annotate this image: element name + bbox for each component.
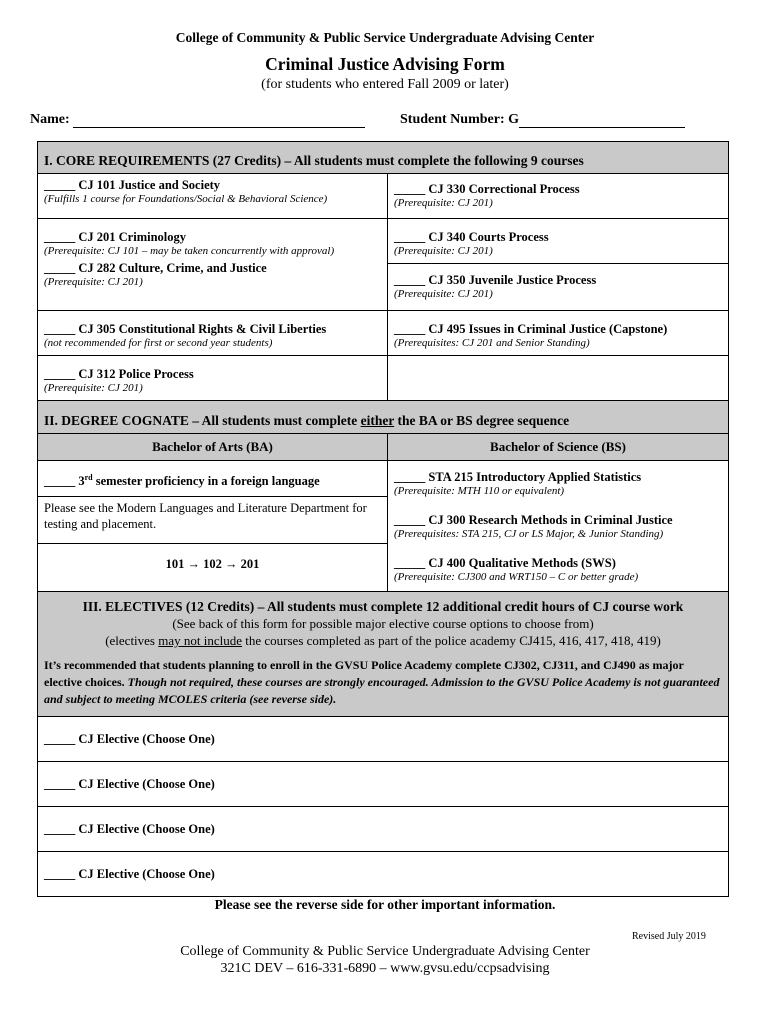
course-cj495 bbox=[388, 311, 728, 355]
ba-item-sup: rd bbox=[84, 473, 93, 482]
core-section-header bbox=[38, 142, 728, 173]
electives-section-header bbox=[38, 591, 728, 716]
course-note: (Prerequisite: CJ 201) bbox=[44, 382, 143, 394]
courses-cj201-cj282 bbox=[38, 219, 388, 310]
course-label: _____ CJ 400 Qualitative Methods (SWS) bbox=[394, 556, 616, 570]
core-row-4 bbox=[38, 355, 728, 400]
cognate-title-part: II. DEGREE COGNATE – All students must complete bbox=[44, 413, 361, 428]
course-cj312 bbox=[38, 356, 388, 400]
course-label: _____ CJ 495 Issues in Criminal Justice (Capstone) bbox=[394, 322, 668, 336]
course-note: (Prerequisites: CJ 201 and Senior Standing) bbox=[394, 337, 590, 349]
ba-testing-note: Please see the Modern Languages and Literature Department for testing and placement. bbox=[38, 497, 387, 544]
student-number-input-line[interactable] bbox=[519, 113, 685, 128]
cognate-title-part: the BA or BS degree sequence bbox=[394, 413, 570, 428]
course-note: (Prerequisite: CJ 201) bbox=[394, 197, 493, 209]
revised-date: Revised July 2019 bbox=[632, 931, 706, 942]
course-note: (Prerequisite: CJ 201) bbox=[44, 276, 143, 288]
course-cj305 bbox=[38, 311, 388, 355]
electives-see-back: (See back of this form for possible major elective course options to choose from) bbox=[172, 616, 594, 631]
footer-center-name: College of Community & Public Service Undergraduate Advising Center bbox=[180, 944, 590, 959]
courses-cj340-cj350 bbox=[388, 219, 728, 310]
course-note: (Prerequisite: CJ 201) bbox=[394, 288, 493, 300]
cognate-section-header bbox=[38, 400, 728, 433]
course-label: _____ CJ 312 Police Process bbox=[44, 367, 194, 381]
footer-contact: 321C DEV – 616-331-6890 – www.gvsu.edu/ccpsadvising bbox=[220, 961, 550, 976]
course-label: _____ CJ 305 Constitutional Rights & Civil Liberties bbox=[44, 322, 327, 336]
course-label: _____ STA 215 Introductory Applied Statistics bbox=[394, 470, 642, 484]
police-academy-note-italic: Though not required, these courses are strongly encouraged. Admission to the GVSU Police Academy is not guaranteed and subject to meeting MCOLES criteria (see reverse side). bbox=[44, 675, 720, 706]
cognate-title-either: either bbox=[360, 413, 395, 428]
course-cj282 bbox=[38, 261, 387, 289]
name-field bbox=[30, 112, 365, 128]
elective-row-1[interactable]: _____ CJ Elective (Choose One) bbox=[38, 716, 728, 761]
advising-form-table bbox=[37, 141, 729, 897]
elective-row-2[interactable]: _____ CJ Elective (Choose One) bbox=[38, 761, 728, 806]
electives-exclusion-part: the courses completed as part of the police academy CJ415, 416, 417, 418, 419) bbox=[242, 633, 661, 648]
core-row-2 bbox=[38, 218, 728, 310]
cognate-body bbox=[38, 460, 728, 591]
course-label: _____ CJ 282 Culture, Crime, and Justice bbox=[44, 261, 267, 275]
course-note: (Prerequisite: CJ 201) bbox=[394, 245, 493, 257]
course-label: _____ CJ 201 Criminology bbox=[44, 230, 187, 244]
name-label: Name: bbox=[30, 112, 70, 127]
empty-cell bbox=[388, 356, 728, 400]
ba-item-text: _____ 3 bbox=[44, 474, 85, 489]
course-cj340 bbox=[388, 219, 728, 264]
course-label: _____ CJ 350 Juvenile Justice Process bbox=[394, 273, 597, 287]
police-academy-note bbox=[38, 649, 728, 714]
police-academy-note-bold: It’s recommended that students planning to enroll in the GVSU Police Academy complete CJ302, CJ311, and CJ490 as major elective choices. bbox=[44, 658, 684, 689]
elective-row-4[interactable]: _____ CJ Elective (Choose One) bbox=[38, 851, 728, 896]
electives-exclusion-part: (electives bbox=[105, 633, 159, 648]
name-input-line[interactable] bbox=[73, 113, 365, 128]
student-number-label: Student Number: G bbox=[400, 112, 520, 127]
core-row-3 bbox=[38, 310, 728, 355]
electives-exclusion bbox=[38, 632, 728, 649]
cognate-column-headers bbox=[38, 433, 728, 460]
ba-header: Bachelor of Arts (BA) bbox=[38, 434, 388, 460]
course-note: (Prerequisite: MTH 110 or equivalent) bbox=[394, 485, 565, 497]
ba-sequence: 101 → 102 → 201 bbox=[165, 557, 260, 571]
bs-cj400 bbox=[388, 541, 728, 584]
form-subtitle: (for students who entered Fall 2009 or later) bbox=[261, 77, 509, 92]
elective-row-3[interactable]: _____ CJ Elective (Choose One) bbox=[38, 806, 728, 851]
bs-column bbox=[388, 461, 728, 591]
header-center-name: College of Community & Public Service Undergraduate Advising Center bbox=[175, 30, 595, 45]
ba-language-item bbox=[38, 461, 387, 497]
ba-column bbox=[38, 461, 388, 591]
course-cj330 bbox=[388, 174, 728, 218]
electives-exclusion-underlined: may not include bbox=[158, 633, 243, 648]
course-label: _____ CJ 101 Justice and Society bbox=[44, 178, 221, 192]
core-row-1 bbox=[38, 173, 728, 218]
course-cj350 bbox=[388, 264, 728, 304]
course-note: (Prerequisite: CJ300 and WRT150 – C or better grade) bbox=[394, 571, 639, 583]
form-title: Criminal Justice Advising Form bbox=[265, 54, 505, 74]
course-note: (Prerequisite: CJ 101 – may be taken concurrently with approval) bbox=[44, 245, 335, 257]
bs-cj300 bbox=[388, 498, 728, 541]
bs-sta215 bbox=[388, 461, 728, 498]
core-section-title: I. CORE REQUIREMENTS (27 Credits) – All students must complete the following 9 courses bbox=[44, 153, 584, 168]
course-cj201 bbox=[38, 219, 387, 261]
course-cj101 bbox=[38, 174, 388, 218]
course-label: _____ CJ 300 Research Methods in Criminal Justice bbox=[394, 513, 673, 527]
course-label: _____ CJ 330 Correctional Process bbox=[394, 182, 580, 196]
electives-title: III. ELECTIVES (12 Credits) – All students must complete 12 additional credit hours of CJ course work bbox=[82, 599, 684, 614]
course-note: (Prerequisites: STA 215, CJ or LS Major, & Junior Standing) bbox=[394, 528, 664, 540]
course-label: _____ CJ 340 Courts Process bbox=[394, 230, 549, 244]
bs-header: Bachelor of Science (BS) bbox=[490, 439, 626, 454]
course-note: (not recommended for first or second year students) bbox=[44, 337, 273, 349]
course-note: (Fulfills 1 course for Foundations/Social & Behavioral Science) bbox=[44, 193, 328, 205]
ba-item-text: semester proficiency in a foreign language bbox=[92, 474, 320, 489]
cognate-section-title bbox=[38, 401, 728, 433]
student-number-field bbox=[400, 112, 685, 128]
reverse-side-note: Please see the reverse side for other important information. bbox=[214, 897, 556, 912]
